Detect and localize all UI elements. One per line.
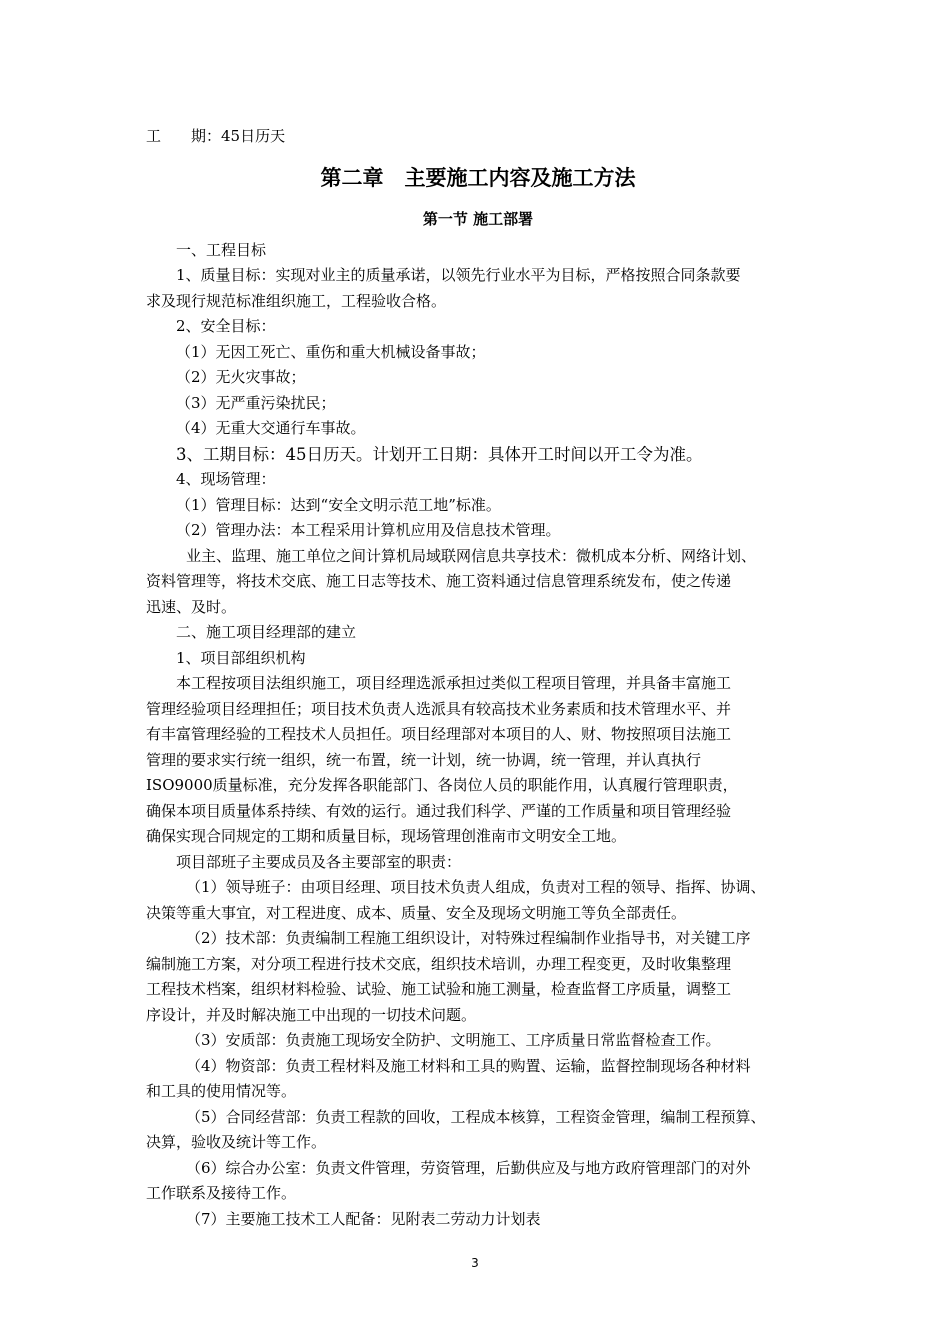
paragraph-line: 2、安全目标： xyxy=(176,317,276,335)
paragraph-line: 编制施工方案，对分项工程进行技术交底，组织技术培训，办理工程变更，及时收集整理 xyxy=(146,954,732,973)
paragraph-line: 有丰富管理经验的工程技术人员担任。项目经理部对本项目的人、财、物按照项目法施工 xyxy=(146,725,732,743)
list-item: （1）领导班子：由项目经理、项目技术负责人组成，负责对工程的领导、指挥、协调、 xyxy=(186,878,766,896)
paragraph-line: 确保本项目质量体系持续、有效的运行。通过我们科学、严谨的工作质量和项目管理经验 xyxy=(146,801,732,820)
duration-line: 工 期：45日历天 xyxy=(146,127,286,145)
paragraph-line: ISO9000质量标准，充分发挥各职能部门、各岗位人员的职能作用，认真履行管理职责， xyxy=(146,776,738,794)
paragraph-line: 决算，验收及统计等工作。 xyxy=(146,1133,327,1151)
list-item: （7）主要施工技术工人配备：见附表二劳动力计划表 xyxy=(186,1209,541,1228)
paragraph-line: 4、现场管理： xyxy=(176,470,276,488)
paragraph-line: 序设计，并及时解决施工中出现的一切技术问题。 xyxy=(146,1005,477,1024)
list-item: （2）管理办法：本工程采用计算机应用及信息技术管理。 xyxy=(176,521,561,539)
paragraph-line: 业主、监理、施工单位之间计算机局域联网信息共享技术：微机成本分析、网络计划、 xyxy=(186,546,757,565)
paragraph-line: 迅速、及时。 xyxy=(146,597,237,616)
paragraph-line: 工作联系及接待工作。 xyxy=(146,1184,297,1202)
list-item: （3）无严重污染扰民； xyxy=(176,393,336,412)
list-item: （2）无火灾事故； xyxy=(176,368,306,386)
paragraph-line: 和工具的使用情况等。 xyxy=(146,1082,297,1100)
list-item: （6）综合办公室：负责文件管理，劳资管理，后勤供应及与地方政府管理部门的对外 xyxy=(186,1158,751,1177)
paragraph-line: 管理的要求实行统一组织，统一布置，统一计划，统一协调，统一管理，并认真执行 xyxy=(146,750,702,769)
paragraph-line: 3、工期目标：45日历天。计划开工日期：具体开工时间以开工令为准。 xyxy=(176,444,703,464)
paragraph-line: 1、项目部组织机构 xyxy=(176,648,306,667)
paragraph-line: 求及现行规范标准组织施工，工程验收合格。 xyxy=(146,291,447,310)
document-page xyxy=(146,124,810,1232)
paragraph-line: 项目部班子主要成员及各主要部室的职责： xyxy=(176,852,462,871)
paragraph-line: 管理经验项目经理担任；项目技术负责人选派具有较高技术业务素质和技术管理水平、并 xyxy=(146,699,732,718)
list-item: （2）技术部：负责编制工程施工组织设计，对特殊过程编制作业指导书，对关键工序 xyxy=(186,929,751,947)
heading-project-department: 二、施工项目经理部的建立 xyxy=(176,623,357,641)
paragraph-line: 决策等重大事宜，对工程进度、成本、质量、安全及现场文明施工等负全部责任。 xyxy=(146,903,687,922)
list-item: （4）无重大交通行车事故。 xyxy=(176,419,366,437)
heading-project-goals: 一、工程目标 xyxy=(176,240,267,259)
section-title: 第一节 施工部署 xyxy=(422,209,534,228)
page-number: 3 xyxy=(471,1256,479,1270)
chapter-title: 第二章 主要施工内容及施工方法 xyxy=(320,165,636,190)
list-item: （5）合同经营部：负责工程款的回收，工程成本核算，工程资金管理，编制工程预算、 xyxy=(186,1107,766,1126)
list-item: （4）物资部：负责工程材料及施工材料和工具的购置、运输，监督控制现场各种材料 xyxy=(186,1056,751,1075)
list-item: （1）无因工死亡、重伤和重大机械设备事故； xyxy=(176,342,486,361)
list-item: （3）安质部：负责施工现场安全防护、文明施工、工序质量日常监督检查工作。 xyxy=(186,1031,721,1049)
paragraph-line: 资料管理等，将技术交底、施工日志等技术、施工资料通过信息管理系统发布，使之传递 xyxy=(146,572,732,590)
paragraph-line: 本工程按项目法组织施工，项目经理选派承担过类似工程项目管理，并具备丰富施工 xyxy=(176,674,732,692)
paragraph-line: 工程技术档案，组织材料检验、试验、施工试验和施工测量，检查监督工序质量，调整工 xyxy=(146,980,732,998)
list-item: （1）管理目标：达到“安全文明示范工地”标准。 xyxy=(176,495,501,514)
paragraph-line: 1、质量目标：实现对业主的质量承诺，以领先行业水平为目标，严格按照合同条款要 xyxy=(176,266,741,284)
paragraph-line: 确保实现合同规定的工期和质量目标，现场管理创淮南市文明安全工地。 xyxy=(146,827,627,845)
